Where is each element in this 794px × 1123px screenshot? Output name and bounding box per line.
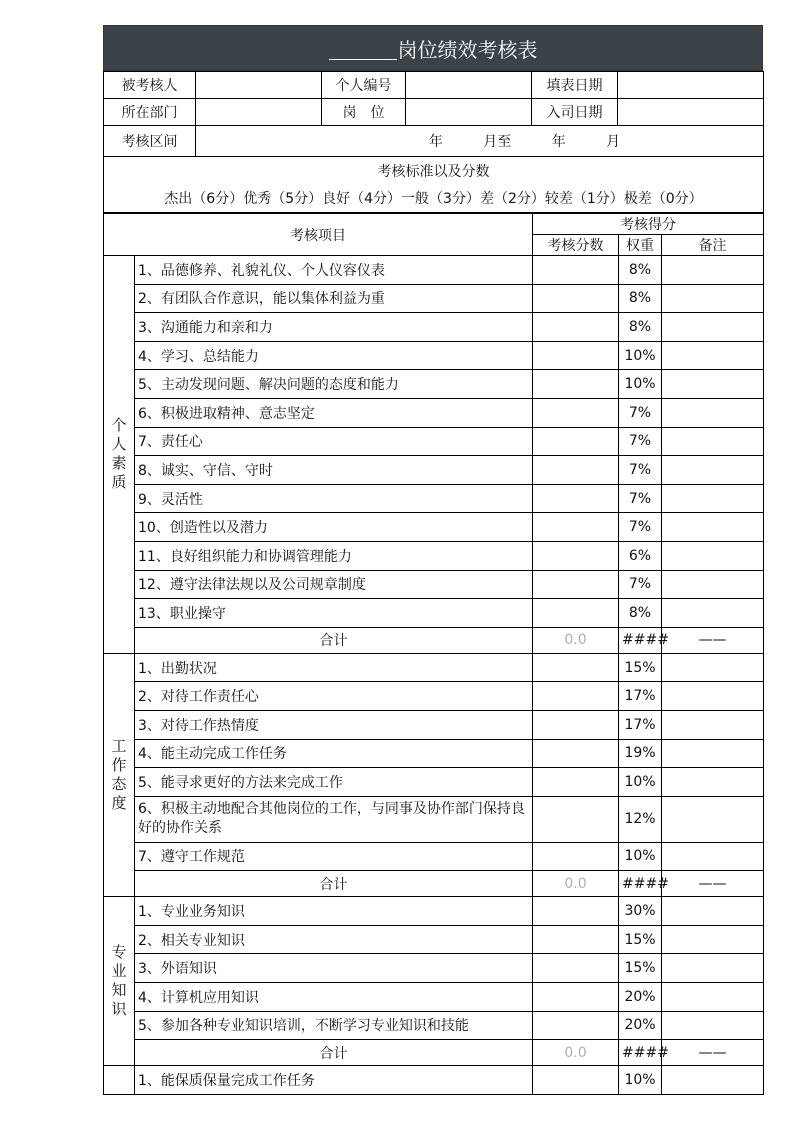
criteria-row (104, 983, 764, 1012)
remark-input[interactable] (662, 954, 764, 983)
remark-input[interactable] (662, 768, 764, 797)
weight-value: 10% (619, 1066, 662, 1095)
post-label: 岗 位 (322, 99, 406, 126)
remark-input[interactable] (662, 925, 764, 954)
criteria-row (104, 842, 764, 871)
remark-input[interactable] (662, 653, 764, 682)
score-input[interactable] (533, 284, 619, 313)
criteria-row (104, 398, 764, 427)
number-field[interactable] (406, 72, 532, 99)
weight-value: 15% (619, 653, 662, 682)
score-input[interactable] (533, 739, 619, 768)
criteria-text: 5、参加各种专业知识培训，不断学习专业知识和技能 (135, 1011, 533, 1040)
criteria-text: 7、责任心 (135, 427, 533, 456)
criteria-text: 8、诚实、守信、守时 (135, 456, 533, 485)
total-score: 0.0 (533, 627, 619, 653)
total-label: 合计 (135, 871, 533, 897)
score-input[interactable] (533, 541, 619, 570)
criteria-row (104, 284, 764, 313)
criteria-row (104, 513, 764, 542)
remark-input[interactable] (662, 456, 764, 485)
criteria-text: 5、能寻求更好的方法来完成工作 (135, 768, 533, 797)
score-input[interactable] (533, 427, 619, 456)
score-input[interactable] (533, 653, 619, 682)
criteria-row (104, 456, 764, 485)
weight-value: 7% (619, 427, 662, 456)
remark-input[interactable] (662, 427, 764, 456)
criteria-text: 3、外语知识 (135, 954, 533, 983)
total-score: 0.0 (533, 871, 619, 897)
criteria-row (104, 570, 764, 599)
weight-value: 10% (619, 341, 662, 370)
score-input[interactable] (533, 599, 619, 628)
weight-value: 10% (619, 842, 662, 871)
remark-input[interactable] (662, 897, 764, 926)
form-title-bar (103, 25, 763, 71)
remark-input[interactable] (662, 983, 764, 1012)
remark-header: 备注 (662, 235, 764, 256)
weight-value: 20% (619, 983, 662, 1012)
weight-value: 8% (619, 284, 662, 313)
score-header: 考核分数 (533, 235, 619, 256)
dept-field[interactable] (196, 99, 322, 126)
criteria-text: 10、创造性以及潜力 (135, 513, 533, 542)
total-row (104, 871, 764, 897)
remark-input[interactable] (662, 1011, 764, 1040)
remark-input[interactable] (662, 370, 764, 399)
weight-value: 15% (619, 954, 662, 983)
remark-input[interactable] (662, 570, 764, 599)
criteria-row (104, 313, 764, 342)
period-year-1: 年 (428, 134, 443, 150)
criteria-text: 6、积极主动地配合其他岗位的工作，与同事及协作部门保持良好的协作关系 (135, 796, 533, 842)
criteria-text: 6、积极进取精神、意志坚定 (135, 398, 533, 427)
criteria-text: 1、出勤状况 (135, 653, 533, 682)
criteria-text: 2、对待工作责任心 (135, 682, 533, 711)
total-weight: #### (619, 871, 662, 897)
criteria-row (104, 739, 764, 768)
score-input[interactable] (533, 1066, 619, 1095)
score-input[interactable] (533, 954, 619, 983)
criteria-row (104, 1066, 764, 1095)
form-title: 岗位绩效考核表 (397, 37, 538, 62)
score-input[interactable] (533, 456, 619, 485)
weight-value: 19% (619, 739, 662, 768)
criteria-text: 7、遵守工作规范 (135, 842, 533, 871)
remark-input[interactable] (662, 541, 764, 570)
score-input[interactable] (533, 1011, 619, 1040)
criteria-text: 2、有团队合作意识，能以集体利益为重 (135, 284, 533, 313)
weight-value: 8% (619, 313, 662, 342)
remark-input[interactable] (662, 484, 764, 513)
remark-input[interactable] (662, 341, 764, 370)
weight-value: 10% (619, 370, 662, 399)
weight-value: 30% (619, 897, 662, 926)
weight-value: 12% (619, 796, 662, 842)
title-blank-line[interactable] (329, 37, 397, 60)
appraisal-form (103, 25, 763, 1095)
remark-input[interactable] (662, 313, 764, 342)
weight-header: 权重 (619, 235, 662, 256)
remark-input[interactable] (662, 599, 764, 628)
score-input[interactable] (533, 768, 619, 797)
fill-date-label: 填表日期 (532, 72, 618, 99)
remark-input[interactable] (662, 256, 764, 285)
criteria-row (104, 341, 764, 370)
criteria-row (104, 768, 764, 797)
score-input[interactable] (533, 256, 619, 285)
period-month: 月 (606, 134, 621, 150)
period-field[interactable] (196, 126, 764, 157)
criteria-row (104, 653, 764, 682)
total-weight: #### (619, 1040, 662, 1066)
total-label: 合计 (135, 1040, 533, 1066)
score-input[interactable] (533, 398, 619, 427)
weight-value: 17% (619, 682, 662, 711)
criteria-text: 4、计算机应用知识 (135, 983, 533, 1012)
remark-input[interactable] (662, 842, 764, 871)
total-score: 0.0 (533, 1040, 619, 1066)
criteria-row (104, 897, 764, 926)
category-label (104, 653, 135, 897)
post-field[interactable] (406, 99, 532, 126)
total-label: 合计 (135, 627, 533, 653)
remark-input[interactable] (662, 739, 764, 768)
score-input[interactable] (533, 682, 619, 711)
score-input[interactable] (533, 513, 619, 542)
criteria-row (104, 1011, 764, 1040)
item-header: 考核项目 (104, 214, 533, 256)
fill-date-field[interactable] (618, 72, 764, 99)
remark-input[interactable] (662, 682, 764, 711)
criteria-row (104, 954, 764, 983)
score-input[interactable] (533, 370, 619, 399)
category-label (104, 1066, 135, 1095)
score-input[interactable] (533, 983, 619, 1012)
criteria-row (104, 925, 764, 954)
criteria-text: 1、能保质保量完成工作任务 (135, 1066, 533, 1095)
score-group-header: 考核得分 (533, 214, 764, 235)
remark-input[interactable] (662, 710, 764, 739)
score-input[interactable] (533, 925, 619, 954)
criteria-row (104, 599, 764, 628)
score-input[interactable] (533, 313, 619, 342)
score-input[interactable] (533, 484, 619, 513)
category-label (104, 256, 135, 654)
period-year-2: 年 (551, 134, 566, 150)
remark-input[interactable] (662, 1066, 764, 1095)
criteria-text: 5、主动发现问题、解决问题的态度和能力 (135, 370, 533, 399)
category-text: 个人素质 (111, 416, 127, 492)
number-label: 个人编号 (322, 72, 406, 99)
criteria-table (103, 213, 764, 1095)
criteria-text: 1、专业业务知识 (135, 897, 533, 926)
examinee-field[interactable] (196, 72, 322, 99)
criteria-text: 2、相关专业知识 (135, 925, 533, 954)
criteria-text: 4、能主动完成工作任务 (135, 739, 533, 768)
weight-value: 8% (619, 256, 662, 285)
criteria-row (104, 541, 764, 570)
total-remark: —— (662, 1040, 764, 1066)
dept-label: 所在部门 (104, 99, 196, 126)
entry-date-label: 入司日期 (532, 99, 618, 126)
weight-value: 10% (619, 768, 662, 797)
criteria-row (104, 370, 764, 399)
score-input[interactable] (533, 570, 619, 599)
criteria-text: 4、学习、总结能力 (135, 341, 533, 370)
weight-value: 7% (619, 398, 662, 427)
criteria-text: 3、沟通能力和亲和力 (135, 313, 533, 342)
score-input[interactable] (533, 710, 619, 739)
score-input[interactable] (533, 842, 619, 871)
criteria-text: 13、职业操守 (135, 599, 533, 628)
entry-date-field[interactable] (618, 99, 764, 126)
criteria-row (104, 256, 764, 285)
criteria-row (104, 484, 764, 513)
weight-value: 7% (619, 513, 662, 542)
remark-input[interactable] (662, 796, 764, 842)
score-input[interactable] (533, 897, 619, 926)
criteria-row (104, 427, 764, 456)
category-text: 专业知识 (111, 943, 127, 1019)
weight-value: 17% (619, 710, 662, 739)
info-table (103, 71, 764, 213)
weight-value: 7% (619, 456, 662, 485)
total-row (104, 1040, 764, 1066)
criteria-text: 12、遵守法律法规以及公司规章制度 (135, 570, 533, 599)
weight-value: 6% (619, 541, 662, 570)
remark-input[interactable] (662, 513, 764, 542)
weight-value: 8% (619, 599, 662, 628)
total-row (104, 627, 764, 653)
weight-value: 15% (619, 925, 662, 954)
category-label (104, 897, 135, 1066)
criteria-row (104, 710, 764, 739)
score-input[interactable] (533, 796, 619, 842)
criteria-text: 1、品德修养、礼貌礼仪、个人仪容仪表 (135, 256, 533, 285)
category-text: 工作态度 (111, 737, 127, 812)
criteria-row (104, 682, 764, 711)
total-remark: —— (662, 627, 764, 653)
standards-scale: 杰出（6分）优秀（5分）良好（4分）一般（3分）差（2分）较差（1分）极差（0分） (104, 185, 764, 213)
remark-input[interactable] (662, 398, 764, 427)
examinee-label: 被考核人 (104, 72, 196, 99)
score-input[interactable] (533, 341, 619, 370)
criteria-text: 9、灵活性 (135, 484, 533, 513)
criteria-text: 11、良好组织能力和协调管理能力 (135, 541, 533, 570)
period-label: 考核区间 (104, 126, 196, 157)
standards-title: 考核标准以及分数 (104, 157, 764, 185)
period-month-to: 月至 (483, 134, 512, 150)
total-weight: #### (619, 627, 662, 653)
weight-value: 7% (619, 570, 662, 599)
weight-value: 20% (619, 1011, 662, 1040)
criteria-row (104, 796, 764, 842)
weight-value: 7% (619, 484, 662, 513)
total-remark: —— (662, 871, 764, 897)
criteria-text: 3、对待工作热情度 (135, 710, 533, 739)
remark-input[interactable] (662, 284, 764, 313)
